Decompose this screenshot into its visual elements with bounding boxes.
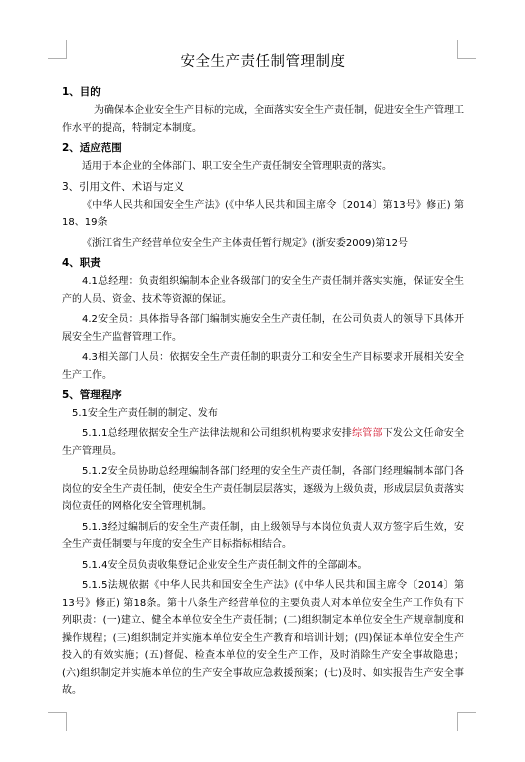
document-body — [62, 52, 464, 703]
margin-mark-bottom-right — [457, 712, 476, 731]
clause-5-1-3: 5.1.3经过编制后的安全生产责任制，由上级领导与本岗位负责人双方签字后生效，安全生产责任制要与年度的安全生产目标指标相结合。 — [62, 521, 464, 550]
clause-5-1-1-highlight: 综管部 — [352, 428, 383, 439]
section-3-reference-2: 《浙江省生产经营单位安全生产主体责任暂行规定》(浙安委2009)第12号 — [82, 237, 408, 249]
document-title: 安全生产责任制管理制度 — [180, 54, 346, 70]
clause-5-1-1-text-b: 下发公文任命安全生产管理员。 — [62, 428, 464, 457]
section-5-heading: 5、管理程序 — [62, 389, 122, 401]
clause-5-1-4: 5.1.4安全员负责收集登记企业安全生产责任制文件的全部副本。 — [82, 559, 368, 571]
section-2-text: 适用于本企业的全体部门、职工安全生产责任制安全管理职责的落实。 — [82, 161, 392, 172]
duty-general-manager: 4.1总经理：负责组织编制本企业各级部门的安全生产责任制并落实实施，保证安全生产的人员、资金、技术等资源的保证。 — [62, 276, 464, 305]
subsection-5-1-heading: 5.1安全生产责任制的制定、发布 — [72, 408, 218, 419]
clause-5-1-1 — [62, 425, 464, 460]
margin-mark-bottom-left — [48, 712, 67, 731]
section-3-heading: 3、引用文件、术语与定义 — [62, 180, 185, 193]
duty-safety-officer: 4.2安全员：具体指导各部门编制实施安全生产责任制，在公司负责人的领导下具体开展安全生产监督管理工作。 — [62, 314, 464, 343]
clause-5-1-1-text-a: 5.1.1总经理依据安全生产法律法规和公司组织机构要求安排 — [82, 428, 353, 439]
clause-5-1-2: 5.1.2安全员协助总经理编制各部门经理的安全生产责任制，各部门经理编制本部门各岗位的安全生产责任制，使安全生产责任制层层落实，逐级为上级负责，形成层层负责落实岗位责任的网格化安全管理机制。 — [62, 466, 464, 512]
section-2-heading: 2、适应范围 — [62, 142, 122, 154]
section-1-heading: 1、目的 — [62, 86, 101, 98]
section-1-text: 为确保本企业安全生产目标的完成，全面落实安全生产责任制，促进安全生产管理工作水平的提高，特制定本制度。 — [62, 105, 464, 134]
duty-related-staff: 4.3相关部门人员：依据安全生产责任制的职责分工和安全生产目标要求开展相关安全生产工作。 — [62, 352, 464, 381]
section-4-heading: 4、职责 — [62, 257, 101, 269]
clause-5-1-5: 5.1.5法规依据《中华人民共和国安全生产法》(《中华人民共和国主席令〔2014〕第13号》修正) 第18条。第十八条生产经营单位的主要负责人对本单位安全生产工作负有下列职责：(一)建立、健全本单位安全生产责任制；(二)组织制定本单位安全生产规章制度和操作规程；(三)组织制定并实施本单位安全生产教育和培训计划；(四)保证本单位安全生产投入的有效实施；(五)督促、检查本单位的安全生产工作，及时消除生产安全事故隐患；(六)组织制定并实施本单位的生产安全事故应急救援预案；(七)及时、如实报告生产安全事故。 — [62, 580, 464, 696]
section-3-reference-1: 《中华人民共和国安全生产法》(《中华人民共和国主席令〔2014〕第13号》修正) 第18、19条 — [62, 199, 464, 228]
